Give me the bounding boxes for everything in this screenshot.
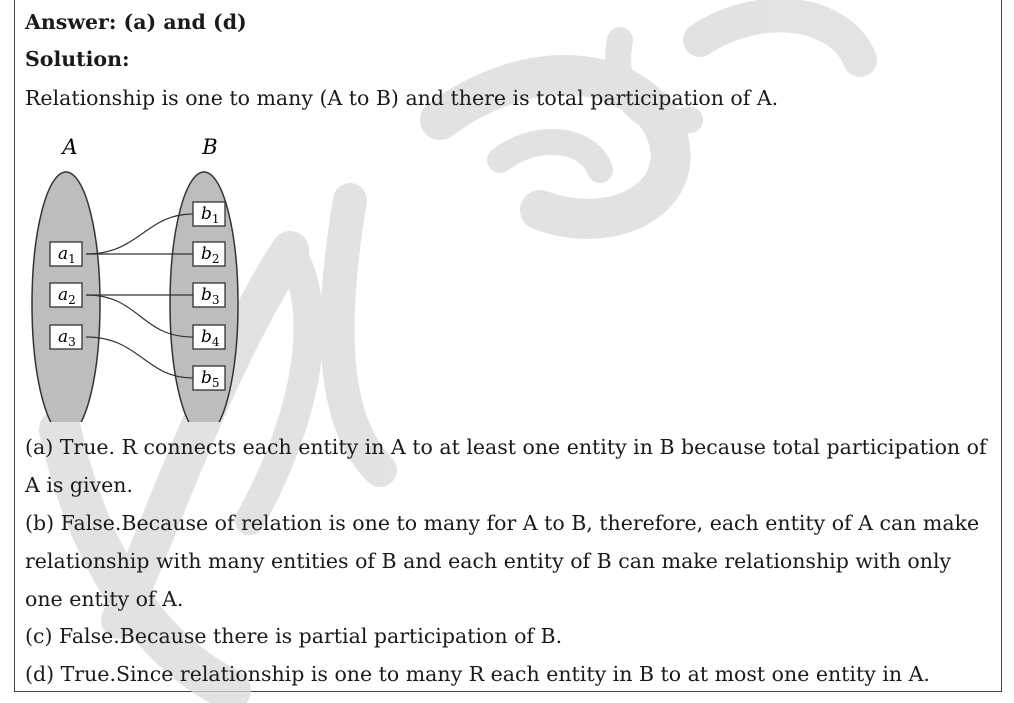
element-a1 bbox=[50, 242, 82, 266]
svg-text:b5: $b_5$ bbox=[201, 368, 220, 390]
element-a3 bbox=[50, 325, 82, 349]
point-c-line-1: (c) False.Because there is partial participation of B. bbox=[25, 624, 563, 648]
point-b-line-2: relationship with many entities of B and each entity of B can make relationship with only bbox=[25, 549, 952, 573]
element-b2 bbox=[193, 242, 225, 266]
intro-text: Relationship is one to many (A to B) and there is total participation of A. bbox=[25, 86, 779, 110]
set-b-label: B bbox=[202, 135, 218, 159]
set-a-label: A bbox=[62, 135, 78, 159]
svg-text:b4: $b_4$ bbox=[201, 327, 220, 349]
element-b3 bbox=[193, 283, 225, 307]
svg-text:b3: $b_3$ bbox=[201, 285, 220, 307]
svg-text:a2: $a_2$ bbox=[58, 285, 76, 307]
point-b-line-3: one entity of A. bbox=[25, 587, 184, 611]
element-b1 bbox=[193, 202, 225, 226]
element-a2 bbox=[50, 283, 82, 307]
element-b4 bbox=[193, 325, 225, 349]
point-b-line-1: (b) False.Because of relation is one to many for A to B, therefore, each entity of A can make bbox=[25, 511, 980, 535]
svg-text:a3: $a_3$ bbox=[58, 327, 76, 349]
element-b5 bbox=[193, 366, 225, 390]
answer-heading: Answer: (a) and (d) bbox=[25, 10, 247, 34]
svg-text:b2: $b_2$ bbox=[201, 244, 220, 266]
svg-text:a1: $a_1$ bbox=[58, 244, 76, 266]
point-d-line-1: (d) True.Since relationship is one to many R each entity in B to at most one entity in A. bbox=[25, 662, 930, 686]
point-a-line-1: (a) True. R connects each entity in A to at least one entity in B because total participation of bbox=[25, 435, 987, 459]
svg-text:b1: $b_1$ bbox=[201, 204, 220, 226]
point-a-line-2: A is given. bbox=[25, 473, 134, 497]
solution-label: Solution: bbox=[25, 47, 130, 71]
er-mapping-diagram bbox=[30, 132, 250, 422]
